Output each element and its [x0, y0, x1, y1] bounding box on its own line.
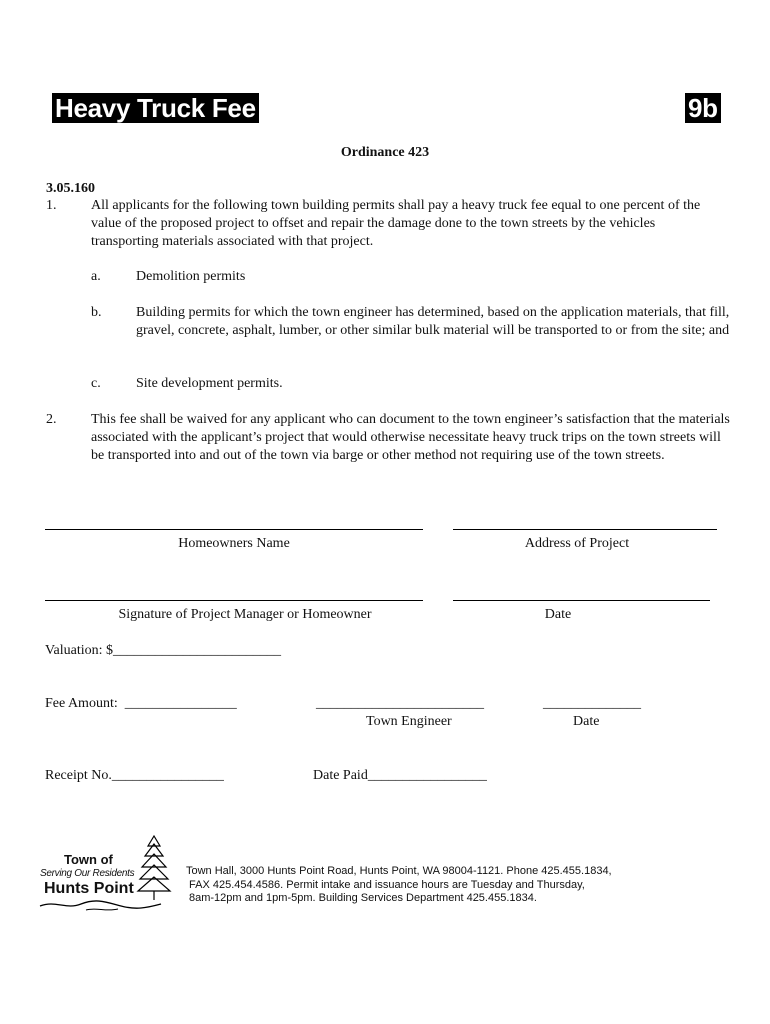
- subitem-a-letter: a.: [91, 269, 101, 284]
- signature-date-line[interactable]: [453, 600, 710, 601]
- address-line[interactable]: [453, 529, 717, 530]
- engineer-date-blank[interactable]: ______________: [543, 696, 641, 711]
- form-code-badge: 9b: [685, 93, 721, 123]
- subitem-b-letter: b.: [91, 305, 102, 320]
- ordinance-heading: Ordinance 423: [340, 145, 430, 160]
- subitem-b-text: Building permits for which the town engineer has determined, based on the application materials, that fill, gravel, concrete, asphalt, lumber, or other similar bulk material will be transported to or from the site; and: [136, 305, 730, 338]
- subitem-a-text: Demolition permits: [136, 269, 246, 284]
- date-paid-label: Date Paid: [313, 768, 368, 783]
- footer-address: Town Hall, 3000 Hunts Point Road, Hunts Point, WA 98004-1121. Phone 425.455.1834,: [186, 865, 612, 877]
- date-paid-blank: _________________: [367, 768, 487, 783]
- valuation-blank: ________________________: [113, 643, 282, 658]
- signature-date-label: Date: [544, 607, 572, 622]
- item-1-text: All applicants for the following town building permits shall pay a heavy truck fee equal to one percent of the value of the proposed project to offset and repair the damage done to the town streets by the vehicles transporting materials associated with that project.: [91, 198, 701, 249]
- footer-hours-dept: 8am-12pm and 1pm-5pm. Building Services Department 425.455.1834.: [189, 892, 537, 904]
- date-paid-field[interactable]: [313, 767, 487, 785]
- town-engineer-label: Town Engineer: [366, 714, 452, 729]
- item-2-text: This fee shall be waived for any applicant who can document to the town engineer’s satisfaction that the materials associated with the applicant’s project that would otherwise necessitate heavy truck trips on the town streets will be transported into and out of the town via barge or other method not requiring use of the town streets.: [91, 412, 730, 463]
- receipt-blank: ________________: [111, 768, 224, 783]
- homeowners-name-label: Homeowners Name: [178, 536, 290, 551]
- fee-amount-field[interactable]: [45, 695, 237, 713]
- logo-serving: Serving Our Residents: [40, 868, 135, 879]
- town-logo: [36, 834, 176, 914]
- subitem-c-text: Site development permits.: [136, 376, 283, 391]
- item-1-number: 1.: [46, 198, 57, 213]
- valuation-label: Valuation: $: [45, 643, 114, 658]
- homeowners-name-line[interactable]: [45, 529, 423, 530]
- fee-amount-label: Fee Amount:: [45, 696, 118, 711]
- address-label: Address of Project: [524, 536, 630, 551]
- receipt-field[interactable]: [45, 767, 224, 785]
- section-code: 3.05.160: [46, 181, 95, 196]
- signature-label: Signature of Project Manager or Homeowner: [118, 607, 372, 622]
- logo-town-of: Town of: [64, 852, 113, 867]
- subitem-c-letter: c.: [91, 376, 101, 391]
- signature-line[interactable]: [45, 600, 423, 601]
- receipt-label: Receipt No.: [45, 768, 112, 783]
- engineer-signature-blank[interactable]: ________________________: [316, 696, 484, 711]
- page-title: Heavy Truck Fee: [52, 93, 259, 123]
- item-2-number: 2.: [46, 412, 57, 427]
- logo-hunts-point: Hunts Point: [44, 880, 134, 897]
- valuation-field[interactable]: [45, 642, 281, 660]
- fee-amount-blank: ________________: [124, 696, 237, 711]
- engineer-date-label: Date: [573, 714, 600, 729]
- footer-fax-hours: FAX 425.454.4586. Permit intake and issuance hours are Tuesday and Thursday,: [189, 879, 585, 891]
